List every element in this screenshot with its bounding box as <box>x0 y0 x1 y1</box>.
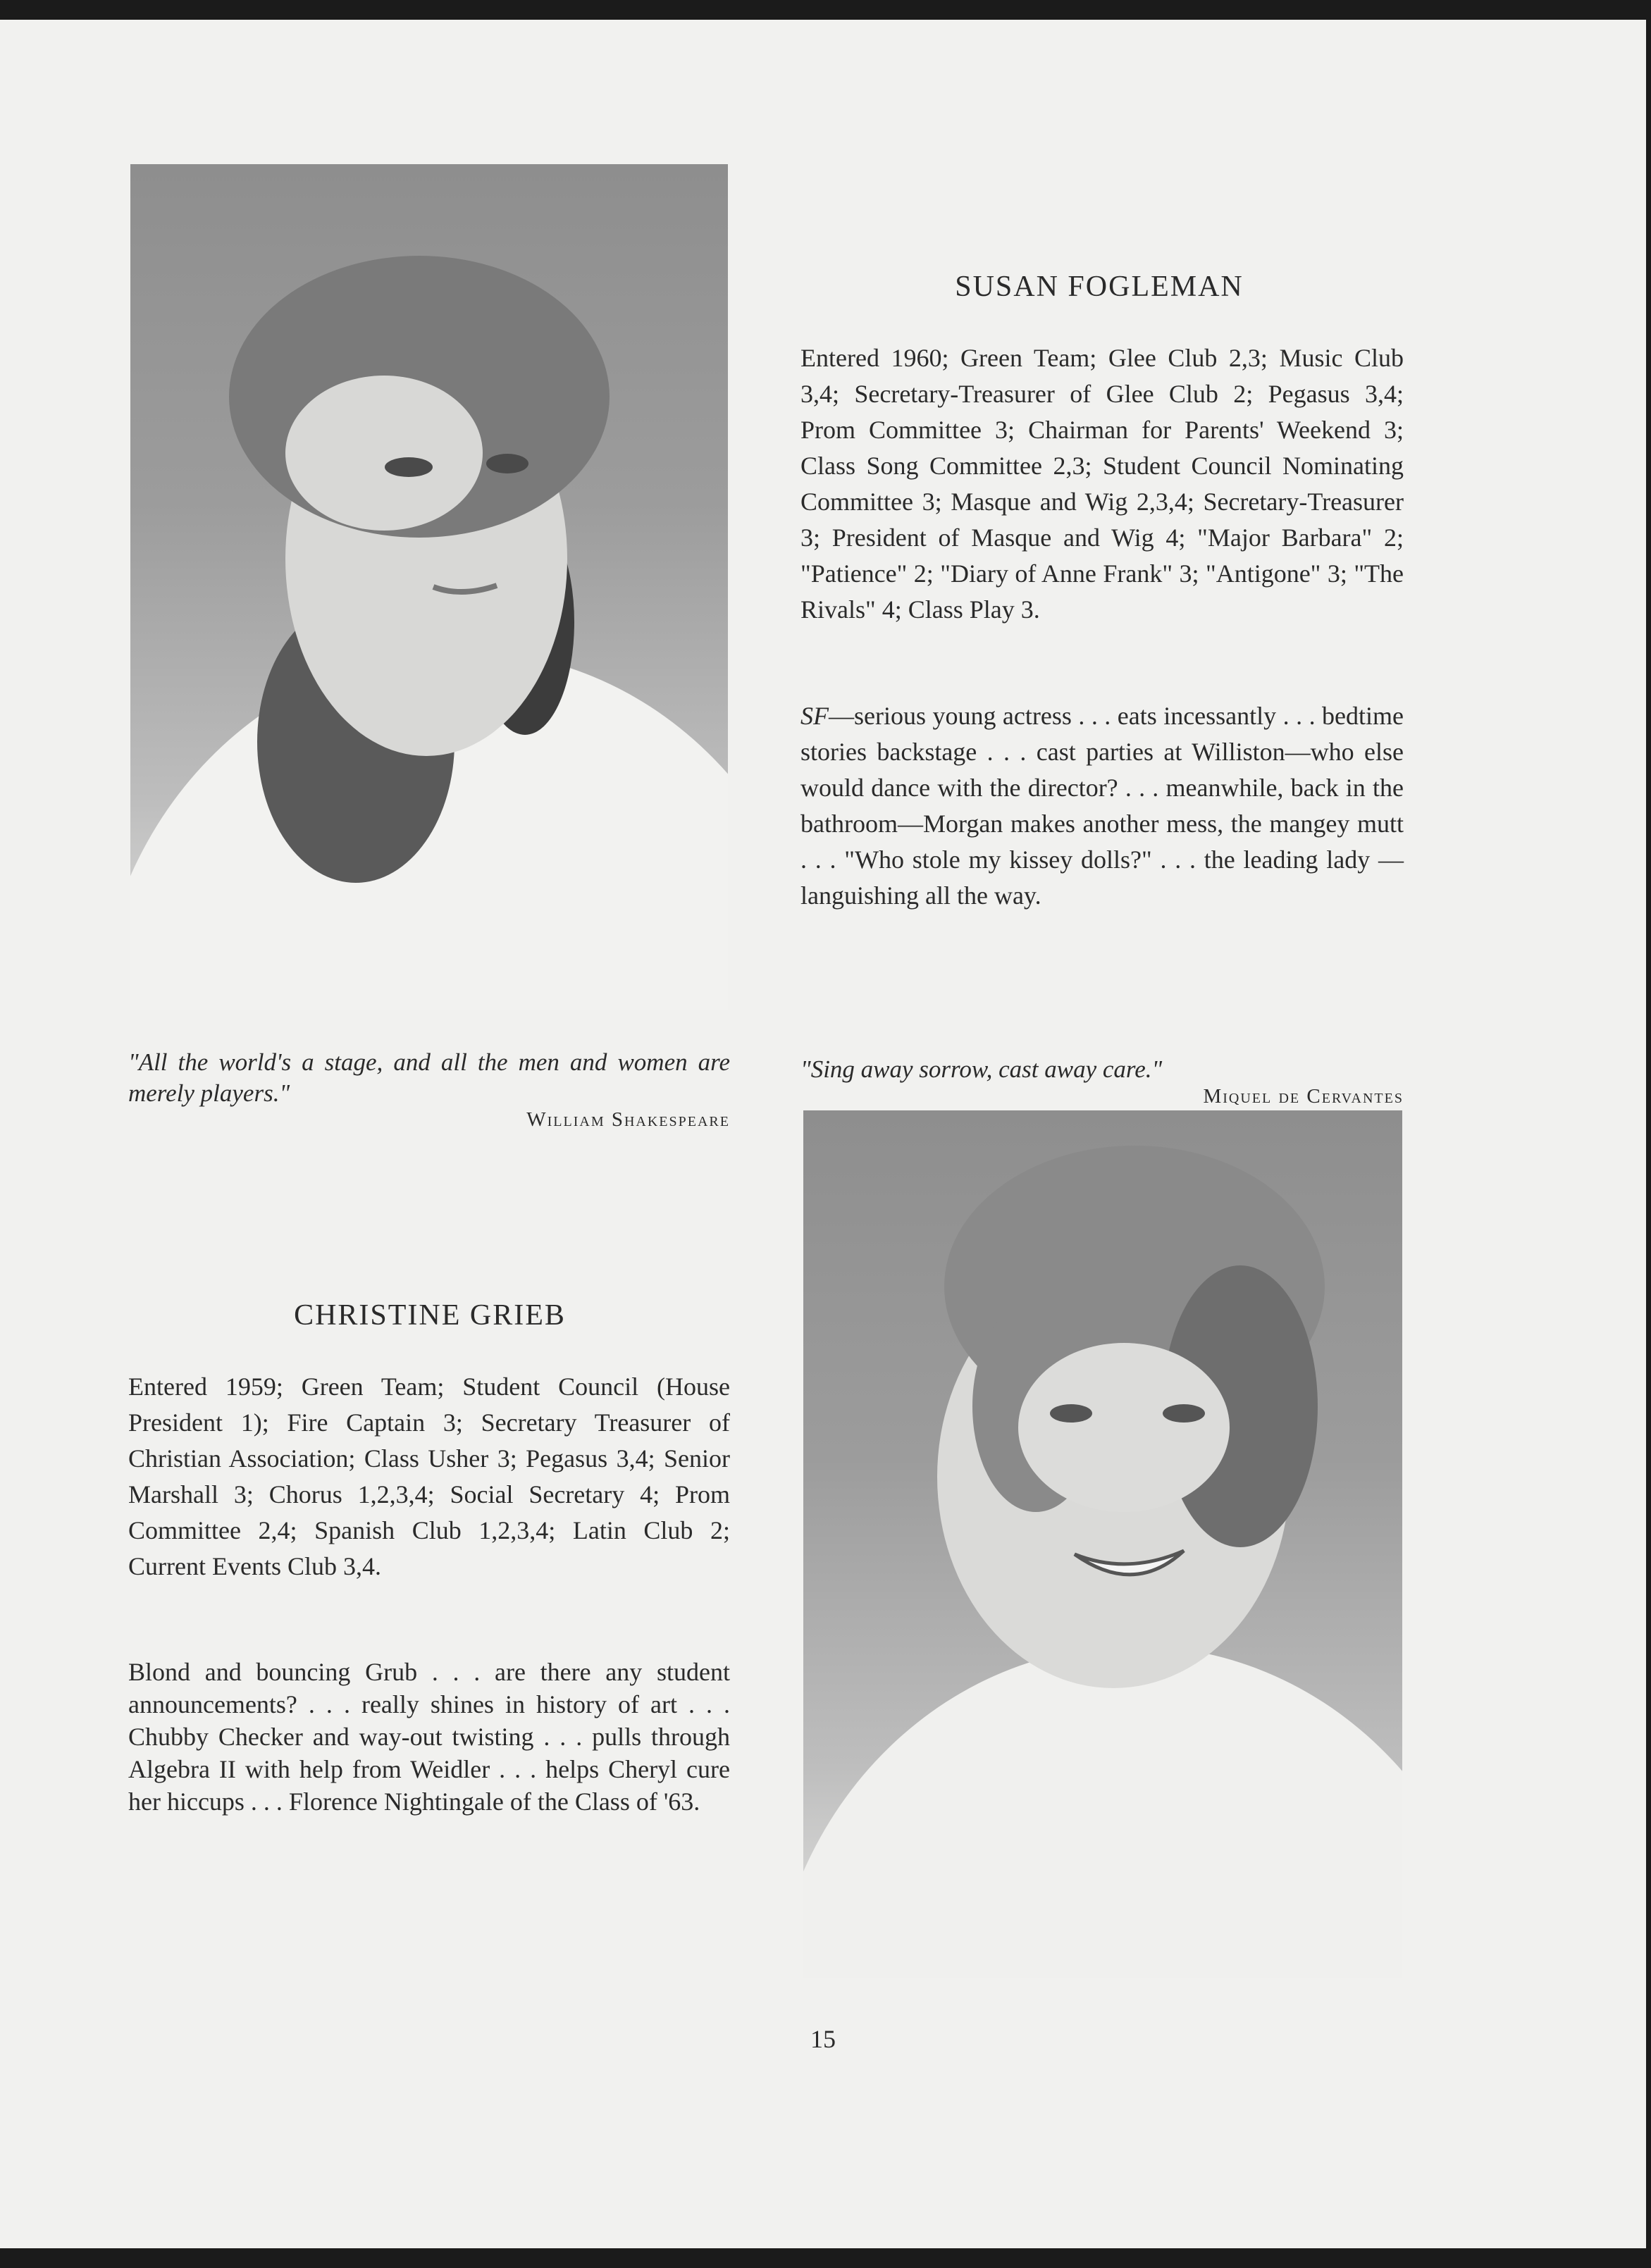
activities-susan: Entered 1960; Green Team; Glee Club 2,3; Music Club 3,4; Secretary-Treasurer of Glee Club 2; Pegasus 3,4; Prom Committee 3; Chairman for Parents' Weekend 3; Class Song Committee 2,3; Student Council Nominating Committee 3; Masque and Wig 2,3,4; Secretary-Treasurer 3; President of Masque and Wig 4; "Major Barbara" 2; "Patience" 2; "Diary of Anne Frank" 3; "Antigone" 3; "The Rivals" 4; Class Play 3. <box>800 344 1404 624</box>
blurb-christine: Blond and bouncing Grub . . . are there any student announcements? . . . really shines in history of art . . . Chubby Checker and way-out twisting . . . pulls through Algebra II with help from Weidler . . . helps Cheryl cure her hiccups . . . Florence Nightingale of the Class of '63. <box>128 1658 730 1816</box>
blurb-susan <box>800 698 1404 914</box>
activities-christine: Entered 1959; Green Team; Student Council (House President 1); Fire Captain 3; Secretary Treasurer of Christian Association; Class Usher 3; Pegasus 3,4; Senior Marshall 3; Chorus 1,2,3,4; Social Secretary 4; Prom Committee 2,4; Spanish Club 1,2,3,4; Latin Club 2; Current Events Club 3,4. <box>128 1372 730 1580</box>
portrait-photo-susan-fogleman <box>130 164 728 1010</box>
student-name-susan: SUSAN FOGLEMAN <box>955 271 1244 303</box>
quote-christine: "All the world's a stage, and all the men and women are merely players." <box>128 1048 730 1107</box>
page-number: 15 <box>810 2025 836 2053</box>
blurb-initials-susan: SF <box>800 702 829 730</box>
quote-author-christine: William Shakespeare <box>526 1108 730 1131</box>
student-name-christine: CHRISTINE GRIEB <box>294 1299 566 1332</box>
blurb-text-susan: —serious young actress . . . eats incessantly . . . bedtime stories backstage . . . cast parties at Williston—who else would dance with the director? . . . meanwhile, back in the bathroom—Morgan makes another mess, the mangey mutt . . . "Who stole my kissey dolls?" . . . the leading lady —languishing all the way. <box>800 702 1404 910</box>
quote-susan: "Sing away sorrow, cast away care." <box>800 1055 1163 1083</box>
quote-author-susan: Miquel de Cervantes <box>1203 1085 1404 1108</box>
portrait-photo-christine-grieb <box>803 1110 1402 1978</box>
yearbook-page <box>0 20 1646 2248</box>
